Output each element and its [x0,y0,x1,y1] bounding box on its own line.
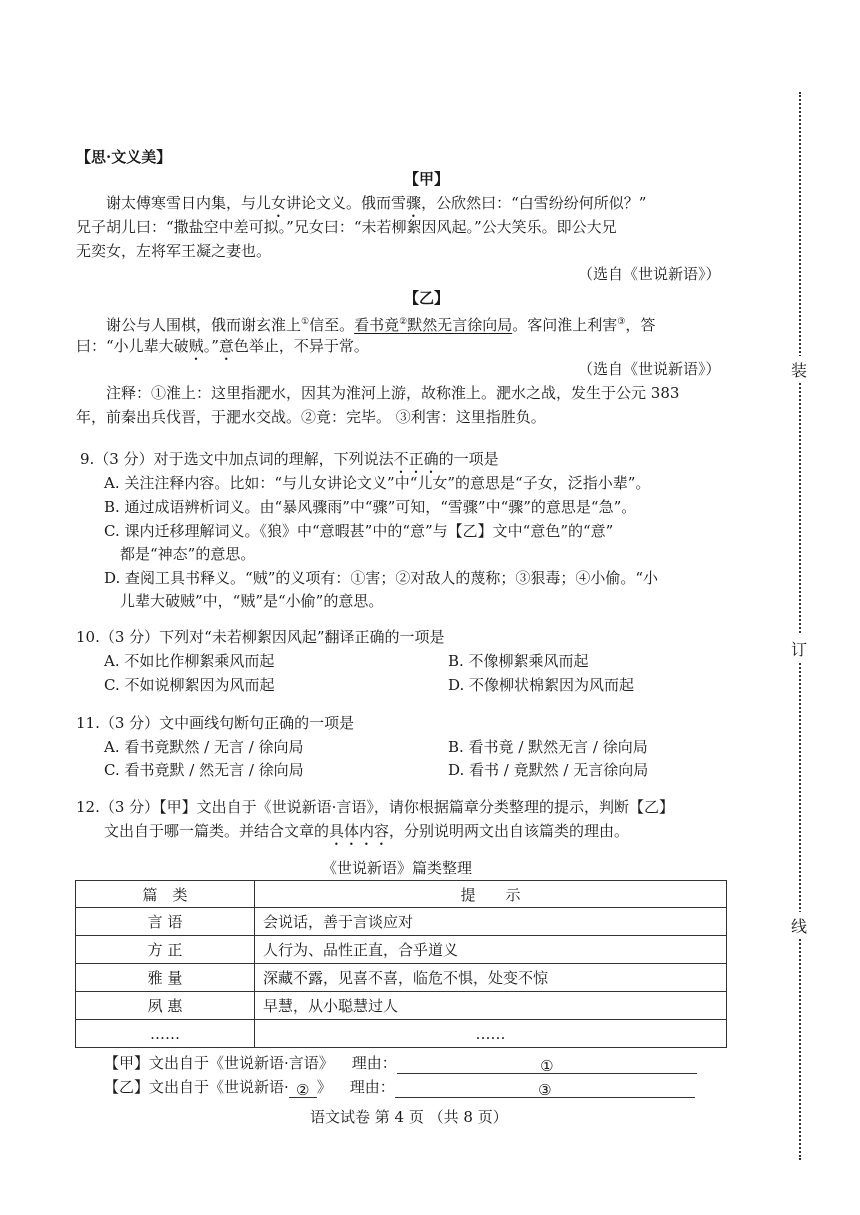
table-row [76,1020,727,1048]
dotted-word-zei: 贼 [188,337,204,355]
table-cell-category: 雅 量 [76,964,255,992]
answer-jia [104,1052,697,1074]
table-caption: 《世说新语》篇类整理 [322,859,473,877]
table-row [76,964,727,992]
dotted-word-zhou: 骤 [406,194,422,212]
yi-text-c: 。客问淮上利害 [512,316,618,334]
binding-dotted-line [799,92,801,1160]
q12-stem-emph: 具体内容 [329,822,390,840]
yi-text-b: 信至。 [309,316,355,334]
q9-stem-emph: 不正确 [393,450,439,468]
q10-stem: 10.（3 分）下列对“未若柳絮因风起”翻译正确的一项是 [76,628,445,646]
reason-label-2: 理由： [349,1078,395,1096]
page-footer: 语文试卷 第 4 页 （共 8 页） [310,1108,508,1126]
answer-yi-prefix: 【乙】文出自于《世说新语· [104,1078,289,1096]
table-row [76,908,727,936]
binding-char-ding: 订 [791,635,807,662]
binding-char-xian: 线 [791,912,807,939]
table-cell-hint: 会说话，善于言谈应对 [255,908,727,936]
jia-line-1-b: 讲论文义。俄而雪 [286,194,407,212]
q9-option-d: D. 查阅工具书释义。“贼”的义项有：①害；②对敌人的蔑称；③狠毒；④小偷。“小 [104,569,659,587]
binding-char-zhuang: 装 [791,356,807,383]
table-cell-category: 言 语 [76,908,255,936]
section-title: 【思·文义美】 [76,148,172,166]
q9-stem-b: 的一项是 [438,450,499,468]
answer-blank-1[interactable]: ① [397,1055,697,1074]
underlined-part-b: 默然无言徐向局 [407,316,513,334]
yi-source: （选自《世说新语》） [578,360,721,378]
table-cell-hint: 深藏不露，见喜不喜，临危不惧，处变不惊 [255,964,727,992]
table-cell-category: 夙 惠 [76,992,255,1020]
table-row [76,936,727,964]
q12-stem-2a: 文出自于哪一篇类。并结合文章的 [104,822,330,840]
yi-line-1 [106,311,655,336]
table-cell-hint: …… [255,1020,727,1048]
q10-option-c: C. 不如说柳絮因为风而起 [104,676,275,694]
dotted-word-yi: 意 [218,337,234,355]
note-marker-1: ① [301,317,310,327]
jia-line-1-a: 谢太傅寒雪日内集，与儿 [106,194,272,212]
yi-text-d: ，答 [625,316,656,334]
table-cell-hint: 人行为、品性正直，合乎道义 [255,936,727,964]
reason-label-1: 理由： [351,1054,397,1072]
dotted-word-ernü: 女 [271,194,287,212]
notes-line-2: 年，前秦出兵伐晋，于淝水交战。②竟：完毕。 ③利害：这里指胜负。 [76,408,546,426]
yi-text-a: 谢公与人围棋，俄而谢玄淮上 [106,316,302,334]
q11-option-c: C. 看书竟默 / 然无言 / 徐向局 [104,761,304,779]
jia-line-1-c: ，公欣然曰：“白雪纷纷何所似？” [421,194,647,212]
table-header-row [76,881,727,908]
table-cell-category: 方 正 [76,936,255,964]
q10-option-b: B. 不像柳絮乘风而起 [448,652,589,670]
q9-option-b: B. 通过成语辨析词义。由“暴风骤雨”中“骤”可知，“雪骤”中“骤”的意思是“急”。 [104,498,637,516]
q9-option-c-cont: 都是“神态”的意思。 [120,545,256,563]
yi-line-2-c: 色举止，不异于常。 [233,337,369,355]
jia-line-3: 无奕女，左将军王凝之妻也。 [76,242,272,260]
jia-heading: 【甲】 [404,170,450,188]
jia-line-2: 兄子胡儿曰：“撒盐空中差可拟。”兄女曰：“未若柳絮因风起。”公大笑乐。即公大兄 [76,218,617,236]
q11-option-b: B. 看书竟 / 默然无言 / 徐向局 [448,738,648,756]
q11-option-d: D. 看书 / 竟默然 / 无言徐向局 [448,761,649,779]
underlined-sentence [354,316,512,334]
q9-stem-a: 9.（3 分）对于选文中加点词的理解，下列说法 [80,450,394,468]
q10-option-d: D. 不像柳状棉絮因为风而起 [448,676,635,694]
yi-heading: 【乙】 [404,289,450,307]
q9-option-c: C. 课内迁移理解词义。《狼》中“意暇甚”中的“意”与【乙】文中“意色”的“意” [104,522,614,540]
table-cell-hint: 早慧，从小聪慧过人 [255,992,727,1020]
answer-yi [104,1076,695,1098]
q10-option-a: A. 不如比作柳絮乘风而起 [104,652,275,670]
underlined-part-a: 看书竟 [354,316,400,334]
q9-option-a: A. 关注注释内容。比如：“与儿女讲论文义”中“儿女”的意思是“子女，泛指小辈”。 [104,474,651,492]
q11-stem: 11.（3 分）文中画线句断句正确的一项是 [76,714,355,732]
yi-line-2-b: 。” [203,337,219,355]
q12-stem-line-1: 12.（3 分）【甲】文出自于《世说新语·言语》，请你根据篇章分类整理的提示，判断【乙】 [76,798,674,816]
answer-blank-3[interactable]: ③ [395,1079,695,1098]
notes-line-1: 注释：①淮上：这里指淝水，因其为淮河上游，故称淮上。淝水之战，发生于公元 383 [106,384,680,402]
jia-source: （选自《世说新语》） [578,265,721,283]
answer-jia-prefix: 【甲】文出自于《世说新语·言语》 [104,1054,334,1072]
answer-yi-suffix: 》 [316,1078,332,1096]
answer-blank-2[interactable]: ② [289,1079,317,1098]
table-cell-category: …… [76,1020,255,1048]
yi-line-2 [76,335,369,364]
note-marker-3: ③ [617,317,626,327]
note-marker-2: ② [399,317,408,327]
yi-line-2-a: 曰：“小儿辈大破 [76,337,189,355]
table-header-category: 篇 类 [76,881,255,908]
q9-option-d-cont: 儿辈大破贼”中，“贼”是“小偷”的意思。 [120,592,384,610]
table-header-hint: 提 示 [255,881,727,908]
category-table [75,880,727,1048]
table-row [76,992,727,1020]
q12-stem-2b: ，分别说明两文出自该篇类的理由。 [389,822,630,840]
q12-stem-line-2 [104,820,629,849]
q11-option-a: A. 看书竟默然 / 无言 / 徐向局 [104,738,304,756]
